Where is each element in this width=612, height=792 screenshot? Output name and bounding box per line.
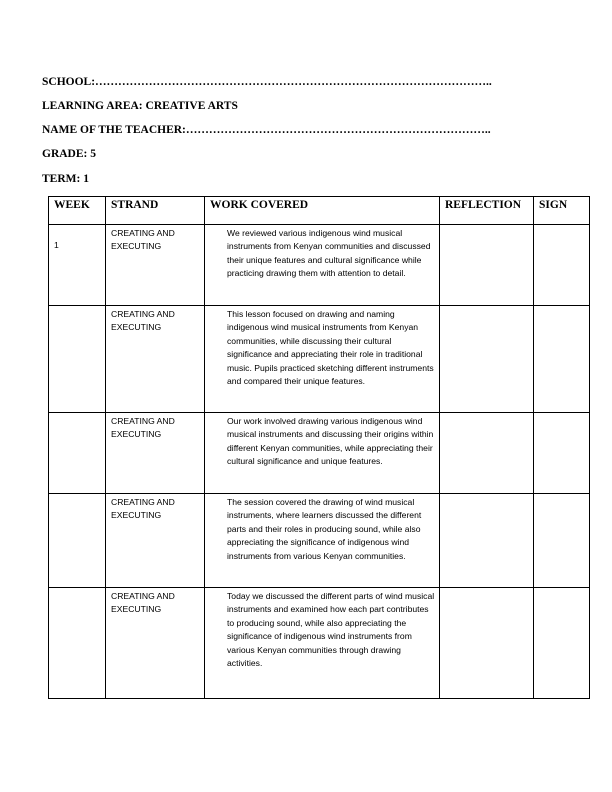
table-row (49, 225, 590, 306)
school-field: SCHOOL:………………………………………………………………………………………….. (42, 76, 492, 88)
work-covered-cell: This lesson focused on drawing and naming indigenous wind musical instruments from Kenyan communities, while discussing their cultural significance and appreciating their role in traditional music. Pupils practiced sketching different instruments and compared their unique features. (205, 306, 440, 413)
strand-cell: CREATING AND EXECUTING (106, 413, 205, 494)
table-row (49, 306, 590, 413)
term: TERM: 1 (42, 173, 89, 185)
week-cell (49, 494, 106, 588)
week-cell: 1 (49, 225, 106, 306)
table-row (49, 588, 590, 699)
strand-cell: CREATING AND EXECUTING (106, 306, 205, 413)
work-covered-cell: We reviewed various indigenous wind musical instruments from Kenyan communities and discussed their unique features and cultural significance while practicing drawing them with attention to detail. (205, 225, 440, 306)
reflection-cell (440, 306, 534, 413)
sign-cell (534, 494, 590, 588)
col-reflection: REFLECTION (440, 197, 534, 225)
learning-area: LEARNING AREA: CREATIVE ARTS (42, 100, 238, 112)
table-header-row (49, 197, 590, 225)
record-of-work-table (48, 196, 590, 699)
table-row (49, 494, 590, 588)
work-covered-cell: Today we discussed the different parts of wind musical instruments and examined how each part contributes to producing sound, while also appreciating the significance of indigenous wind instruments from various Kenyan communities through drawing activities. (205, 588, 440, 699)
week-cell (49, 306, 106, 413)
reflection-cell (440, 494, 534, 588)
week-cell (49, 413, 106, 494)
week-cell (49, 588, 106, 699)
sign-cell (534, 225, 590, 306)
sign-cell (534, 306, 590, 413)
sign-cell (534, 413, 590, 494)
teacher-name-field: NAME OF THE TEACHER:…………………………………………………………………….. (42, 124, 491, 136)
strand-cell: CREATING AND EXECUTING (106, 588, 205, 699)
col-sign: SIGN (534, 197, 590, 225)
table-row (49, 413, 590, 494)
reflection-cell (440, 413, 534, 494)
reflection-cell (440, 225, 534, 306)
sign-cell (534, 588, 590, 699)
grade: GRADE: 5 (42, 148, 96, 160)
reflection-cell (440, 588, 534, 699)
col-week: WEEK (49, 197, 106, 225)
work-covered-cell: The session covered the drawing of wind musical instruments, where learners discussed the different parts and their roles in producing sound, while also appreciating the significance of indigenous wind instruments from various Kenyan communities. (205, 494, 440, 588)
col-strand: STRAND (106, 197, 205, 225)
strand-cell: CREATING AND EXECUTING (106, 225, 205, 306)
col-work-covered: WORK COVERED (205, 197, 440, 225)
work-covered-cell: Our work involved drawing various indigenous wind musical instruments and discussing their origins within different Kenyan communities, while appreciating their cultural significance and unique features. (205, 413, 440, 494)
strand-cell: CREATING AND EXECUTING (106, 494, 205, 588)
